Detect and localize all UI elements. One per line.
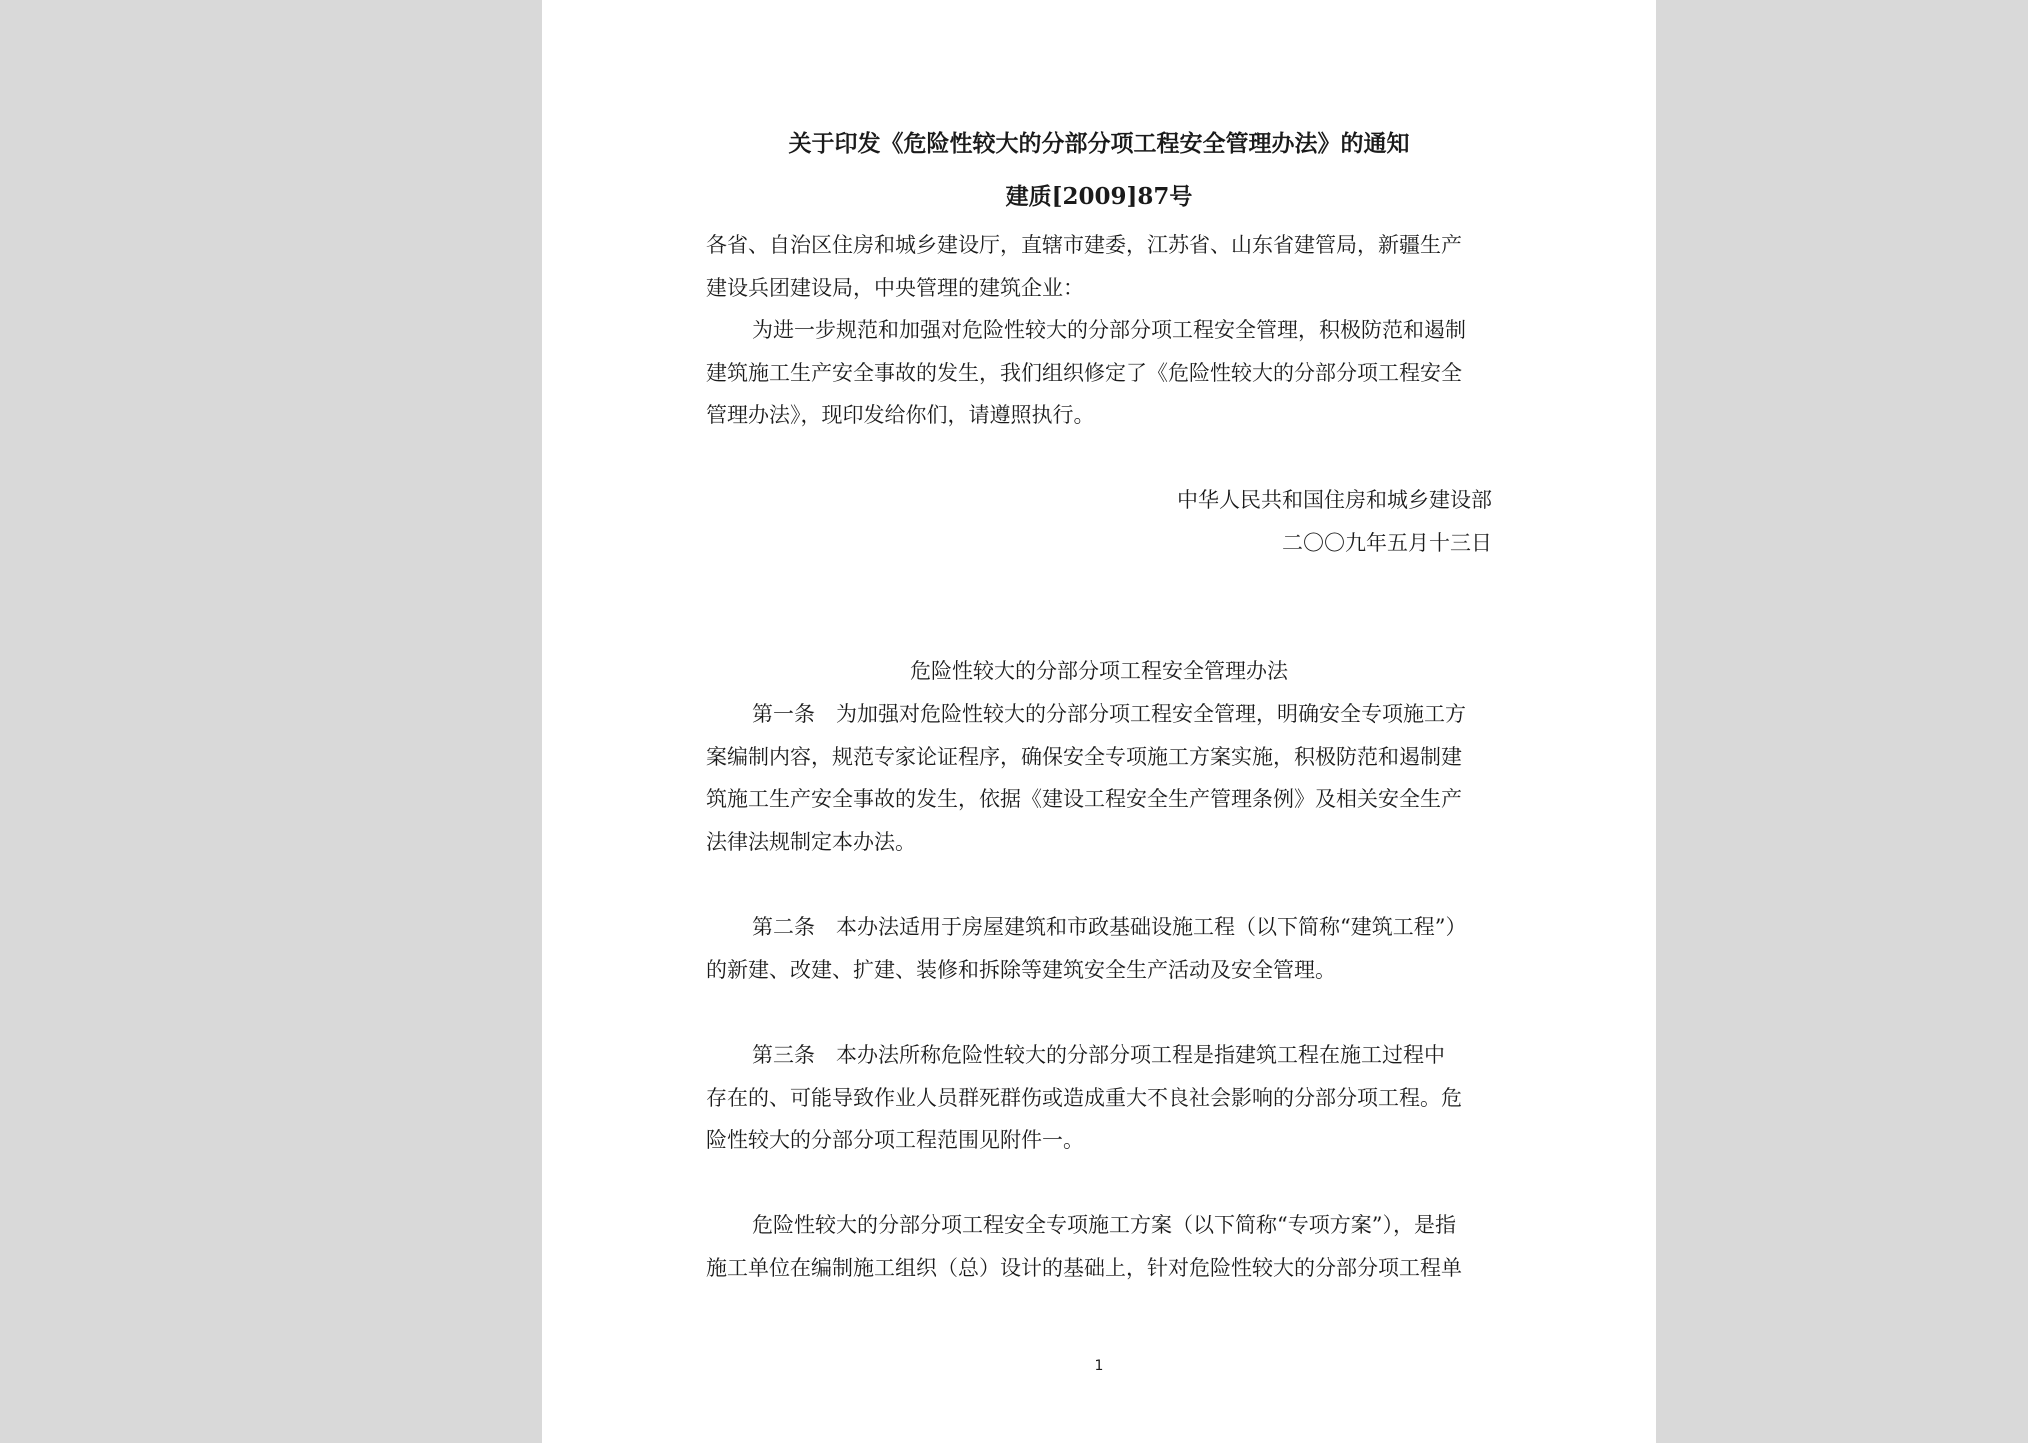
document-number: 建质[2009]87号 <box>1005 183 1193 210</box>
document-title: 关于印发《危险性较大的分部分项工程安全管理办法》的通知 <box>788 130 1410 157</box>
intro-paragraph-line: 建筑施工生产安全事故的发生，我们组织修定了《危险性较大的分部分项工程安全 <box>706 361 1462 385</box>
article-3-line: 存在的、可能导致作业人员群死群伤或造成重大不良社会影响的分部分项工程。危 <box>706 1086 1462 1110</box>
special-plan-line: 危险性较大的分部分项工程安全专项施工方案（以下简称“专项方案”），是指 <box>752 1213 1456 1237</box>
page-number: 1 <box>1094 1358 1104 1374</box>
signature-issuer: 中华人民共和国住房和城乡建设部 <box>1177 488 1492 512</box>
article-2-line: 的新建、改建、扩建、装修和拆除等建筑安全生产活动及安全管理。 <box>706 958 1336 982</box>
article-2-line: 第二条 本办法适用于房屋建筑和市政基础设施工程（以下简称“建筑工程”） <box>752 915 1467 939</box>
article-3-line: 第三条 本办法所称危险性较大的分部分项工程是指建筑工程在施工过程中 <box>752 1043 1445 1067</box>
article-1-line: 法律法规制定本办法。 <box>706 830 916 854</box>
article-1-line: 筑施工生产安全事故的发生，依据《建设工程安全生产管理条例》及相关安全生产 <box>706 787 1462 811</box>
regulation-title: 危险性较大的分部分项工程安全管理办法 <box>910 659 1288 683</box>
intro-paragraph-line: 管理办法》，现印发给你们，请遵照执行。 <box>706 403 1095 427</box>
article-1-line: 案编制内容，规范专家论证程序，确保安全专项施工方案实施，积极防范和遏制建 <box>706 745 1462 769</box>
special-plan-line: 施工单位在编制施工组织（总）设计的基础上，针对危险性较大的分部分项工程单 <box>706 1256 1462 1280</box>
article-3-line: 险性较大的分部分项工程范围见附件一。 <box>706 1128 1084 1152</box>
document-page <box>542 0 1656 1443</box>
addressee-line: 各省、自治区住房和城乡建设厅，直辖市建委，江苏省、山东省建管局，新疆生产 <box>706 233 1462 257</box>
article-1-line: 第一条 为加强对危险性较大的分部分项工程安全管理，明确安全专项施工方 <box>752 702 1466 726</box>
addressee-line: 建设兵团建设局，中央管理的建筑企业： <box>706 276 1084 300</box>
signature-date: 二〇〇九年五月十三日 <box>1282 531 1492 555</box>
intro-paragraph-line: 为进一步规范和加强对危险性较大的分部分项工程安全管理，积极防范和遏制 <box>752 318 1466 342</box>
